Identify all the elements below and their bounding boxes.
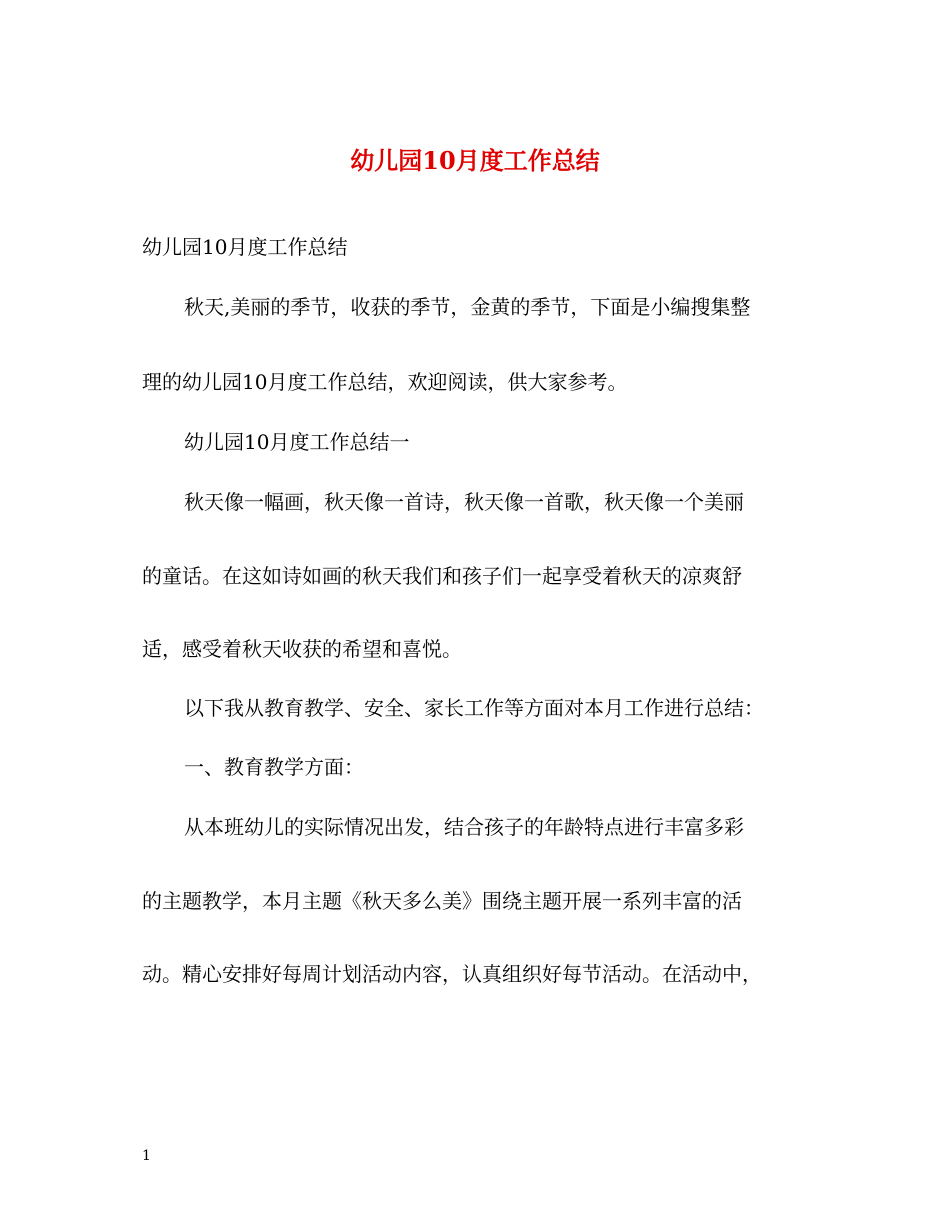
section-heading: 一、教育教学方面： [184,755,364,779]
subtitle-line: 幼儿园10月度工作总结 [142,235,348,259]
paragraph-line: 理的幼儿园10月度工作总结，欢迎阅读，供大家参考。 [142,370,628,394]
paragraph-line: 秋天像一幅画，秋天像一首诗，秋天像一首歌，秋天像一个美丽 [184,490,744,514]
paragraph-line: 动。精心安排好每周计划活动内容，认真组织好每节活动。在活动中， [142,962,762,986]
document-title: 幼儿园10月度工作总结 [350,146,600,175]
paragraph-line: 的童话。在这如诗如画的秋天我们和孩子们一起享受着秋天的凉爽舒 [142,564,742,588]
paragraph-line: 的主题教学，本月主题《秋天多么美》围绕主题开展一系列丰富的活 [142,889,742,913]
paragraph-line: 适，感受着秋天收获的希望和喜悦。 [142,637,462,661]
section-heading: 幼儿园10月度工作总结一 [184,430,410,454]
paragraph-line: 秋天,美丽的季节，收获的季节，金黄的季节，下面是小编搜集整 [184,295,751,319]
page-number: 1 [142,1148,151,1164]
paragraph-line: 以下我从教育教学、安全、家长工作等方面对本月工作进行总结： [184,696,764,720]
paragraph-line: 从本班幼儿的实际情况出发，结合孩子的年龄特点进行丰富多彩 [184,815,744,839]
